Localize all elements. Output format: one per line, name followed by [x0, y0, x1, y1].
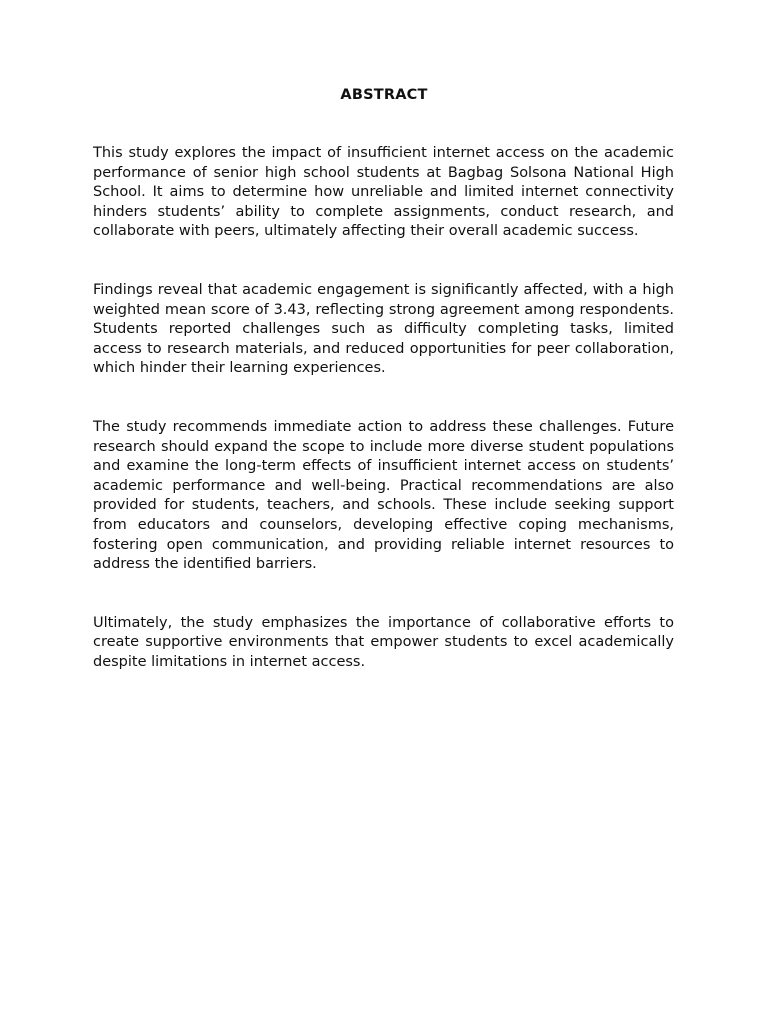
paragraph-4: Ultimately, the study emphasizes the importance of collaborative efforts to create supportive environments that empower students to excel academically despite limitations in internet access. [93, 614, 674, 670]
paragraph-2: Findings reveal that academic engagement is significantly affected, with a high weighted mean score of 3.43, reflecting strong agreement among respondents. Students reported challenges such as difficulty completing tasks, limited access to research materials, and reduced opportunities for peer collaboration, which hinder their learning experiences. [93, 281, 674, 377]
paragraph-1: This study explores the impact of insufficient internet access on the academic performance of senior high school students at Bagbag Solsona National High School. It aims to determine how unreliable and limited internet connectivity hinders students’ ability to complete assignments, conduct research, and collaborate with peers, ultimately affecting their overall academic success. [93, 145, 674, 240]
abstract-body [93, 144, 674, 711]
paragraph-3: The study recommends immediate action to address these challenges. Future research should expand the scope to include more diverse student populations and examine the long-term effects of insufficient internet access on students’ academic performance and well-being. Practical recommendations are also provided for students, teachers, and schools. These include seeking support from educators and counselors, developing effective coping mechanisms, fostering open communication, and providing reliable internet resources to address the identified barriers. [93, 418, 674, 573]
abstract-heading: ABSTRACT [340, 87, 428, 103]
